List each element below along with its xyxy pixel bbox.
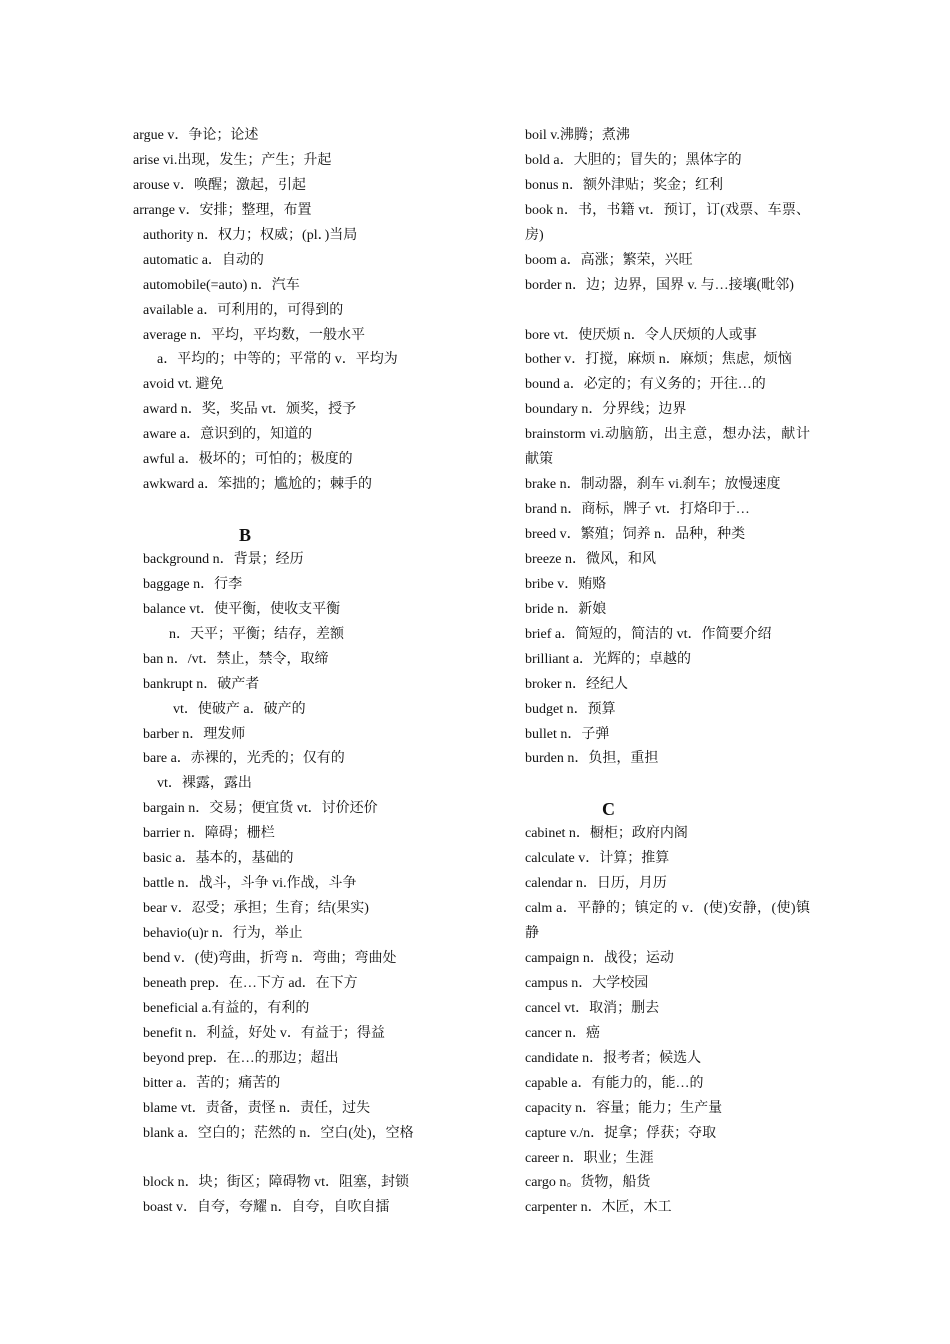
entry-campus: campus n．大学校园 bbox=[525, 975, 649, 991]
entry-blame: blame vt．责备，责怪 n．责任，过失 bbox=[143, 1100, 371, 1116]
entry-bride: bride n．新娘 bbox=[525, 601, 607, 617]
entry-border: border n．边；边界，国界 v. 与…接壤(毗邻) bbox=[525, 277, 794, 293]
entry-available: available a．可利用的，可得到的 bbox=[143, 302, 344, 318]
entry-breeze: breeze n．微风，和风 bbox=[525, 551, 657, 567]
entry-barber: barber n．理发师 bbox=[143, 726, 246, 742]
entry-bother: bother v．打搅，麻烦 n．麻烦；焦虑，烦恼 bbox=[525, 352, 792, 368]
spacer bbox=[133, 498, 433, 523]
entry-average-cont: a．平均的；中等的；平常的 v．平均为 bbox=[157, 352, 398, 368]
entry-bankrupt: bankrupt n．破产者 bbox=[143, 676, 260, 692]
entry-career: career n．职业；生涯 bbox=[525, 1150, 654, 1166]
entry-capacity: capacity n．容量；能力；生产量 bbox=[525, 1100, 723, 1116]
entry-bound: bound a．必定的；有义务的；开往…的 bbox=[525, 377, 766, 393]
entry-brilliant: brilliant a．光辉的；卓越的 bbox=[525, 651, 692, 667]
entry-authority: authority n．权力；权威；(pl．)当局 bbox=[143, 227, 358, 243]
entry-average: average n．平均，平均数，一般水平 bbox=[143, 327, 366, 343]
entry-ban: ban n．/vt．禁止，禁令，取缔 bbox=[143, 651, 329, 667]
entry-brainstorm: brainstorm vi.动脑筋，出主意，想办法，献计献策 bbox=[525, 427, 810, 468]
entry-bore: bore vt．使厌烦 n．令人厌烦的人或事 bbox=[525, 327, 757, 343]
entry-awful: awful a．极坏的；可怕的；极度的 bbox=[143, 452, 353, 468]
entry-argue: argue v．争论；论述 bbox=[133, 128, 259, 143]
entry-burden: burden n．负担，重担 bbox=[525, 751, 659, 767]
entry-barrier: barrier n．障碍；栅栏 bbox=[143, 826, 275, 842]
entry-boil: boil v.沸腾；煮沸 bbox=[525, 128, 630, 143]
entry-cancel: cancel vt．取消；删去 bbox=[525, 1000, 660, 1016]
entry-cargo: cargo n。货物，船货 bbox=[525, 1175, 651, 1191]
entry-bare: bare a．赤裸的，光秃的；仅有的 bbox=[143, 751, 345, 767]
section-heading-b: B bbox=[239, 525, 252, 545]
entry-campaign: campaign n．战役；运动 bbox=[525, 951, 674, 966]
entry-bonus: bonus n．额外津贴；奖金；红利 bbox=[525, 177, 723, 193]
entry-brand: brand n．商标，牌子 vt．打烙印于… bbox=[525, 502, 750, 518]
entry-arouse: arouse v．唤醒；激起，引起 bbox=[133, 177, 307, 193]
entry-boast: boast v．自夸，夸耀 n．自夸，自吹自擂 bbox=[143, 1200, 390, 1216]
entry-brake: brake n．制动器，刹车 vi.刹车；放慢速度 bbox=[525, 477, 781, 493]
entry-bend: bend v．(使)弯曲，折弯 n．弯曲；弯曲处 bbox=[143, 950, 397, 966]
entry-battle: battle n．战斗，斗争 vi.作战，斗争 bbox=[143, 876, 357, 892]
entry-bare-cont: vt．裸露，露出 bbox=[157, 776, 252, 792]
entry-brief: brief a．简短的，简洁的 vt．作简要介绍 bbox=[525, 626, 772, 642]
entry-bear: bear v．忍受；承担；生育；结(果实) bbox=[143, 901, 369, 917]
entry-basic: basic a．基本的，基础的 bbox=[143, 851, 294, 867]
entry-block: block n．块；街区；障碍物 vt．阻塞，封锁 bbox=[143, 1175, 409, 1191]
entry-automobile: automobile(=auto) n．汽车 bbox=[143, 277, 300, 293]
entry-avoid: avoid vt. 避免 bbox=[143, 377, 224, 393]
entry-budget: budget n．预算 bbox=[525, 701, 616, 717]
entry-bullet: bullet n．子弹 bbox=[525, 726, 610, 742]
left-column bbox=[133, 124, 433, 1221]
section-heading-c: C bbox=[602, 799, 615, 820]
entry-bankrupt-cont: vt．使破产 a．破产的 bbox=[173, 701, 306, 717]
entry-beyond: beyond prep．在…的那边；超出 bbox=[143, 1050, 339, 1066]
entry-calculate: calculate v．计算；推算 bbox=[525, 851, 670, 867]
entry-bargain: bargain n．交易；便宜货 vt．讨价还价 bbox=[143, 801, 378, 817]
spacer bbox=[525, 772, 810, 797]
entry-bitter: bitter a．苦的；痛苦的 bbox=[143, 1075, 281, 1091]
entry-beneficial: beneficial a.有益的，有利的 bbox=[143, 1000, 310, 1016]
entry-boom: boom a．高涨；繁荣，兴旺 bbox=[525, 252, 693, 268]
entry-bold: bold a．大胆的；冒失的；黑体字的 bbox=[525, 152, 742, 168]
entry-aware: aware a．意识到的，知道的 bbox=[143, 427, 313, 443]
entry-background: background n．背景；经历 bbox=[143, 551, 304, 567]
entry-arrange: arrange v．安排；整理，布置 bbox=[133, 202, 312, 218]
right-column bbox=[525, 124, 810, 1221]
entry-carpenter: carpenter n．木匠，木工 bbox=[525, 1200, 672, 1216]
entry-candidate: candidate n．报考者；候选人 bbox=[525, 1050, 702, 1066]
entry-award: award n．奖，奖品 vt．颁奖，授予 bbox=[143, 402, 357, 418]
entry-capture: capture v./n．捉拿；俘获；夺取 bbox=[525, 1125, 717, 1141]
entry-calm: calm a．平静的；镇定的 v．(使)安静，(使)镇静 bbox=[525, 901, 810, 942]
entry-baggage: baggage n．行李 bbox=[143, 576, 243, 592]
entry-blank: blank a．空白的；茫然的 n．空白(处)，空格 bbox=[143, 1125, 414, 1141]
entry-benefit: benefit n．利益，好处 v．有益于；得益 bbox=[143, 1025, 385, 1041]
entry-arise: arise vi.出现，发生；产生；升起 bbox=[133, 152, 332, 168]
entry-capable: capable a．有能力的，能…的 bbox=[525, 1075, 704, 1091]
entry-book: book n．书，书籍 vt．预订，订(戏票、车票、房) bbox=[525, 202, 810, 243]
entry-balance: balance vt．使平衡，使收支平衡 bbox=[143, 601, 341, 617]
entry-beneath: beneath prep．在…下方 ad．在下方 bbox=[143, 975, 358, 991]
entry-calendar: calendar n．日历，月历 bbox=[525, 876, 667, 892]
entry-breed: breed v．繁殖；饲养 n．品种，种类 bbox=[525, 527, 746, 543]
entry-broker: broker n．经纪人 bbox=[525, 676, 629, 692]
entry-cabinet: cabinet n．橱柜；政府内阁 bbox=[525, 826, 688, 842]
entry-balance-cont: n．天平；平衡；结存，差额 bbox=[169, 626, 344, 642]
entry-automatic: automatic a．自动的 bbox=[143, 252, 264, 268]
entry-awkward: awkward a．笨拙的；尴尬的；棘手的 bbox=[143, 477, 373, 493]
entry-cancer: cancer n．癌 bbox=[525, 1025, 601, 1041]
entry-bribe: bribe v．贿赂 bbox=[525, 576, 607, 592]
entry-behaviour: behavio(u)r n．行为，举止 bbox=[143, 926, 303, 941]
entry-boundary: boundary n．分界线；边界 bbox=[525, 402, 687, 418]
